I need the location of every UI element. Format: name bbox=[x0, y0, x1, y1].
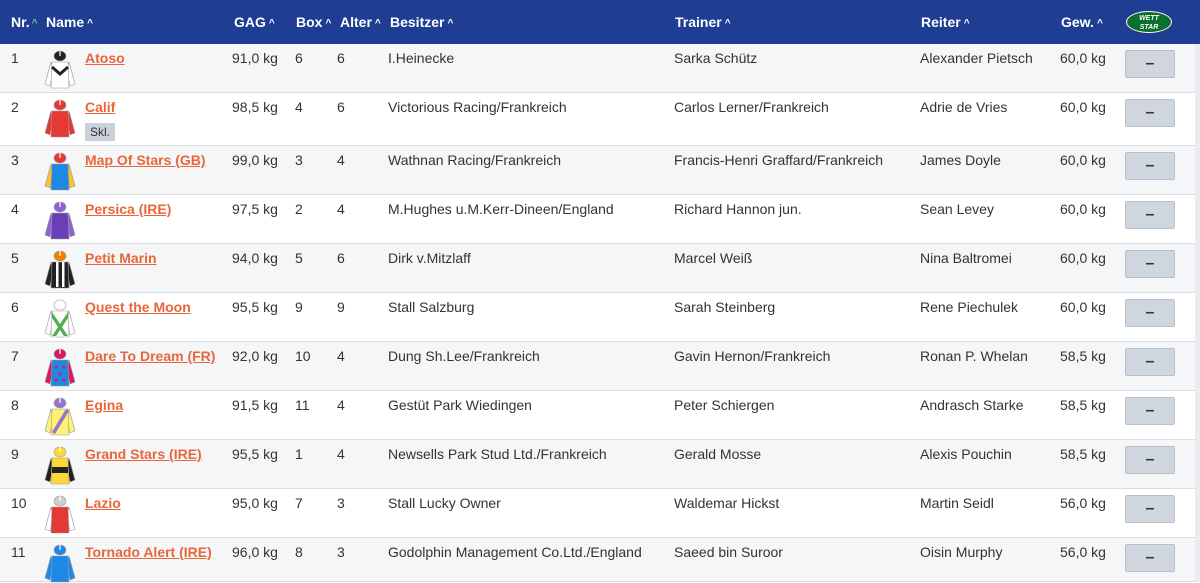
jockey-silk-icon bbox=[44, 151, 76, 191]
table-row bbox=[0, 440, 1200, 489]
table-row bbox=[0, 146, 1200, 195]
col-nr-header[interactable] bbox=[11, 0, 39, 44]
row-alter: 6 bbox=[337, 250, 345, 266]
row-box: 9 bbox=[295, 299, 303, 315]
jockey-silk-icon bbox=[44, 249, 76, 289]
table-row bbox=[0, 44, 1200, 93]
row-nr: 9 bbox=[11, 446, 19, 462]
table-row bbox=[0, 195, 1200, 244]
row-trainer: Sarka Schütz bbox=[674, 50, 758, 66]
row-weight: 60,0 kg bbox=[1060, 299, 1106, 315]
table-row bbox=[0, 538, 1200, 582]
sort-icon[interactable]: ^ bbox=[325, 18, 332, 29]
row-trainer: Peter Schiergen bbox=[674, 397, 775, 413]
horse-name-link[interactable]: Tornado Alert (IRE) bbox=[85, 544, 212, 560]
row-alter: 9 bbox=[337, 299, 345, 315]
row-box: 5 bbox=[295, 250, 303, 266]
col-alter-label: Alter bbox=[340, 14, 372, 30]
row-trainer: Richard Hannon jun. bbox=[674, 201, 802, 217]
col-name-label: Name bbox=[46, 14, 85, 30]
row-trainer: Marcel Weiß bbox=[674, 250, 753, 266]
row-jockey: Alexis Pouchin bbox=[920, 446, 1012, 462]
horse-name-link[interactable]: Calif bbox=[85, 99, 116, 115]
bet-button[interactable]: – bbox=[1125, 299, 1175, 327]
table-row bbox=[0, 489, 1200, 538]
bet-button[interactable]: – bbox=[1125, 446, 1175, 474]
row-box: 1 bbox=[295, 446, 303, 462]
horse-name-link[interactable]: Atoso bbox=[85, 50, 125, 66]
row-trainer: Gavin Hernon/Frankreich bbox=[674, 348, 831, 364]
blinkers-badge: Skl. bbox=[85, 123, 115, 141]
row-nr: 11 bbox=[11, 544, 26, 560]
wett-star-text-bottom: STAR bbox=[1139, 24, 1159, 31]
row-alter: 6 bbox=[337, 50, 345, 66]
row-nr: 5 bbox=[11, 250, 19, 266]
row-nr: 4 bbox=[11, 201, 19, 217]
row-nr: 10 bbox=[11, 495, 27, 511]
bet-button[interactable]: – bbox=[1125, 152, 1175, 180]
row-owner: Dung Sh.Lee/Frankreich bbox=[388, 348, 540, 364]
row-jockey: Martin Seidl bbox=[920, 495, 994, 511]
row-trainer: Waldemar Hickst bbox=[674, 495, 780, 511]
col-gag-label: GAG bbox=[234, 14, 266, 30]
bet-button[interactable]: – bbox=[1125, 397, 1175, 425]
row-trainer: Carlos Lerner/Frankreich bbox=[674, 99, 829, 115]
row-alter: 4 bbox=[337, 397, 345, 413]
row-alter: 3 bbox=[337, 544, 345, 560]
jockey-silk-icon bbox=[44, 445, 76, 485]
bet-button[interactable]: – bbox=[1125, 544, 1175, 572]
row-box: 8 bbox=[295, 544, 303, 560]
col-nr-label: Nr. bbox=[11, 14, 30, 30]
row-owner: Victorious Racing/Frankreich bbox=[388, 99, 567, 115]
row-nr: 6 bbox=[11, 299, 19, 315]
row-gag: 94,0 kg bbox=[232, 250, 278, 266]
row-trainer: Sarah Steinberg bbox=[674, 299, 776, 315]
row-nr: 8 bbox=[11, 397, 19, 413]
col-reiter-header[interactable] bbox=[921, 0, 970, 44]
row-gag: 95,5 kg bbox=[232, 299, 278, 315]
row-gag: 95,5 kg bbox=[232, 446, 278, 462]
sort-asc-icon[interactable]: ^ bbox=[31, 18, 38, 29]
col-box-header[interactable] bbox=[296, 0, 331, 44]
horse-name-link[interactable]: Map Of Stars (GB) bbox=[85, 152, 206, 168]
jockey-silk-icon bbox=[44, 298, 76, 338]
sort-icon[interactable]: ^ bbox=[1096, 18, 1103, 29]
row-nr: 3 bbox=[11, 152, 19, 168]
row-gag: 95,0 kg bbox=[232, 495, 278, 511]
row-trainer: Saeed bin Suroor bbox=[674, 544, 783, 560]
jockey-silk-icon bbox=[44, 543, 76, 583]
row-trainer: Francis-Henri Graffard/Frankreich bbox=[674, 152, 884, 168]
horse-name-link[interactable]: Lazio bbox=[85, 495, 121, 511]
row-gag: 99,0 kg bbox=[232, 152, 278, 168]
row-jockey: Oisin Murphy bbox=[920, 544, 1003, 560]
row-alter: 4 bbox=[337, 201, 345, 217]
col-besitzer-header[interactable] bbox=[390, 0, 453, 44]
row-jockey: James Doyle bbox=[920, 152, 1001, 168]
sort-icon[interactable]: ^ bbox=[963, 18, 970, 29]
row-weight: 60,0 kg bbox=[1060, 99, 1106, 115]
jockey-silk-icon bbox=[44, 494, 76, 534]
row-weight: 58,5 kg bbox=[1060, 446, 1106, 462]
jockey-silk-icon bbox=[44, 347, 76, 387]
row-owner: Stall Lucky Owner bbox=[388, 495, 501, 511]
row-weight: 58,5 kg bbox=[1060, 397, 1106, 413]
row-weight: 58,5 kg bbox=[1060, 348, 1106, 364]
row-jockey: Adrie de Vries bbox=[920, 99, 1008, 115]
row-gag: 96,0 kg bbox=[232, 544, 278, 560]
row-weight: 56,0 kg bbox=[1060, 495, 1106, 511]
col-trainer-header[interactable] bbox=[675, 0, 731, 44]
col-reiter-label: Reiter bbox=[921, 14, 961, 30]
jockey-silk-icon bbox=[44, 98, 76, 138]
col-alter-header[interactable] bbox=[340, 0, 381, 44]
row-weight: 60,0 kg bbox=[1060, 50, 1106, 66]
sort-icon[interactable]: ^ bbox=[724, 18, 731, 29]
bet-button[interactable]: – bbox=[1125, 201, 1175, 229]
row-trainer: Gerald Mosse bbox=[674, 446, 762, 462]
col-trainer-label: Trainer bbox=[675, 14, 722, 30]
col-box-label: Box bbox=[296, 14, 323, 30]
table-row bbox=[0, 391, 1200, 440]
row-weight: 60,0 kg bbox=[1060, 201, 1106, 217]
row-nr: 7 bbox=[11, 348, 19, 364]
row-owner: Godolphin Management Co.Ltd./England bbox=[388, 544, 642, 560]
sort-icon[interactable]: ^ bbox=[447, 18, 454, 29]
row-box: 3 bbox=[295, 152, 303, 168]
row-owner: M.Hughes u.M.Kerr-Dineen/England bbox=[388, 201, 614, 217]
horse-name-link[interactable]: Grand Stars (IRE) bbox=[85, 446, 202, 462]
table-header bbox=[0, 0, 1200, 44]
sort-icon[interactable]: ^ bbox=[374, 18, 381, 29]
row-owner: Gestüt Park Wiedingen bbox=[388, 397, 532, 413]
row-gag: 92,0 kg bbox=[232, 348, 278, 364]
bet-button[interactable]: – bbox=[1125, 99, 1175, 127]
row-jockey: Sean Levey bbox=[920, 201, 994, 217]
wett-star-text-top: WETT bbox=[1139, 15, 1159, 22]
row-jockey: Alexander Pietsch bbox=[920, 50, 1033, 66]
col-gag-header[interactable] bbox=[234, 0, 275, 44]
row-jockey: Rene Piechulek bbox=[920, 299, 1019, 315]
row-owner: Dirk v.Mitzlaff bbox=[388, 250, 471, 266]
row-jockey: Andrasch Starke bbox=[920, 397, 1024, 413]
horse-name-link[interactable]: Petit Marin bbox=[85, 250, 157, 266]
row-alter: 3 bbox=[337, 495, 345, 511]
col-gew-label: Gew. bbox=[1061, 14, 1094, 30]
row-owner: Newsells Park Stud Ltd./Frankreich bbox=[388, 446, 607, 462]
row-jockey: Nina Baltromei bbox=[920, 250, 1012, 266]
table-row bbox=[0, 93, 1200, 146]
row-weight: 60,0 kg bbox=[1060, 152, 1106, 168]
row-box: 11 bbox=[295, 397, 310, 413]
row-owner: I.Heinecke bbox=[388, 50, 455, 66]
horse-name-link[interactable]: Egina bbox=[85, 397, 124, 413]
jockey-silk-icon bbox=[44, 49, 76, 89]
bet-button[interactable]: – bbox=[1125, 250, 1175, 278]
row-nr: 1 bbox=[11, 50, 19, 66]
jockey-silk-icon bbox=[44, 396, 76, 436]
sort-icon[interactable]: ^ bbox=[268, 18, 275, 29]
row-owner: Stall Salzburg bbox=[388, 299, 475, 315]
row-gag: 98,5 kg bbox=[232, 99, 278, 115]
row-alter: 4 bbox=[337, 348, 345, 364]
row-nr: 2 bbox=[11, 99, 19, 115]
col-besitzer-label: Besitzer bbox=[390, 14, 445, 30]
row-box: 6 bbox=[295, 50, 303, 66]
bet-button[interactable]: – bbox=[1125, 348, 1175, 376]
wett-star-logo bbox=[1126, 11, 1172, 33]
row-jockey: Ronan P. Whelan bbox=[920, 348, 1028, 364]
horse-name-link[interactable]: Dare To Dream (FR) bbox=[85, 348, 216, 364]
col-gew-header[interactable] bbox=[1061, 0, 1103, 44]
row-box: 2 bbox=[295, 201, 303, 217]
table-row bbox=[0, 293, 1200, 342]
col-name-header[interactable] bbox=[46, 0, 93, 44]
jockey-silk-icon bbox=[44, 200, 76, 240]
row-weight: 60,0 kg bbox=[1060, 250, 1106, 266]
row-alter: 4 bbox=[337, 152, 345, 168]
table-row bbox=[0, 244, 1200, 293]
row-box: 7 bbox=[295, 495, 303, 511]
row-gag: 97,5 kg bbox=[232, 201, 278, 217]
row-alter: 4 bbox=[337, 446, 345, 462]
horse-name-link[interactable]: Quest the Moon bbox=[85, 299, 191, 315]
row-alter: 6 bbox=[337, 99, 345, 115]
table-row bbox=[0, 342, 1200, 391]
row-owner: Wathnan Racing/Frankreich bbox=[388, 152, 562, 168]
sort-icon[interactable]: ^ bbox=[87, 18, 93, 29]
row-gag: 91,0 kg bbox=[232, 50, 278, 66]
scrollbar[interactable] bbox=[1195, 44, 1200, 582]
bet-button[interactable]: – bbox=[1125, 495, 1175, 523]
row-box: 4 bbox=[295, 99, 303, 115]
row-gag: 91,5 kg bbox=[232, 397, 278, 413]
bet-button[interactable]: – bbox=[1125, 50, 1175, 78]
row-box: 10 bbox=[295, 348, 311, 364]
row-weight: 56,0 kg bbox=[1060, 544, 1106, 560]
horse-name-link[interactable]: Persica (IRE) bbox=[85, 201, 172, 217]
